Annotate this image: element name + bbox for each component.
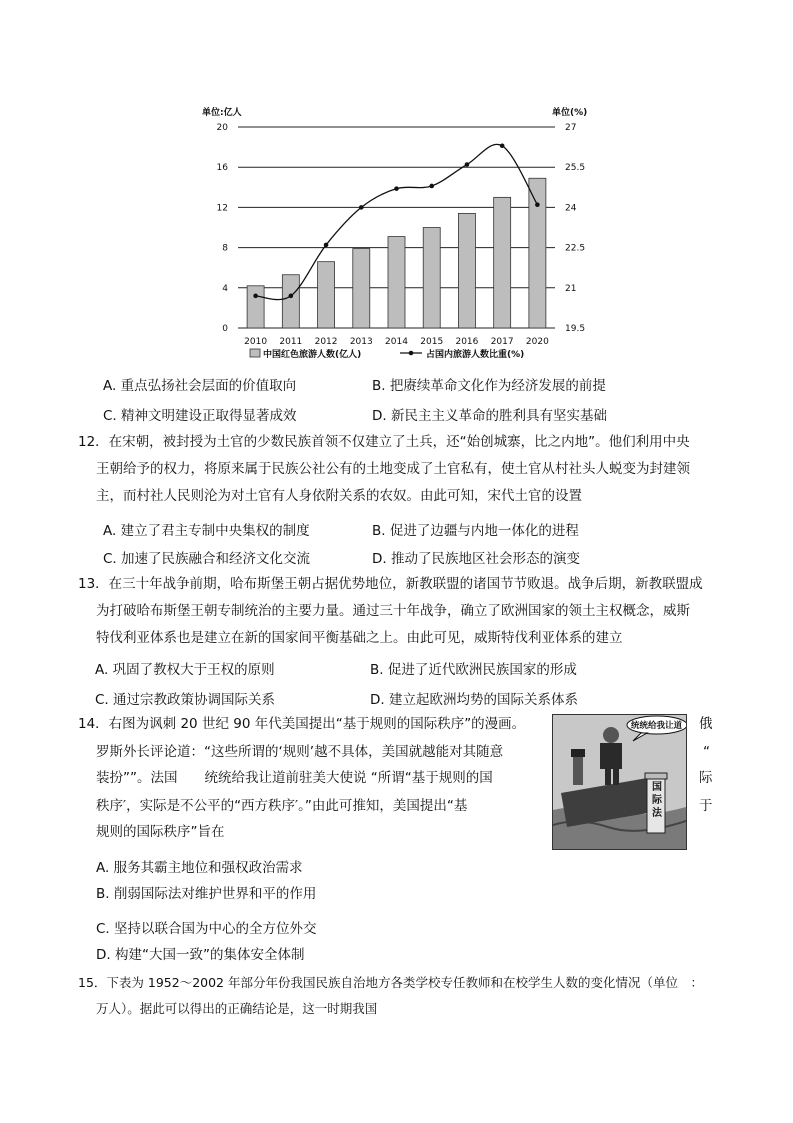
left-tick-label: 0 [222, 324, 228, 334]
bar [282, 275, 299, 328]
satire-cartoon [552, 714, 687, 850]
left-tick-label: 16 [216, 163, 228, 174]
q15-line-1: 15．下表为 1952～2002 年部分年份我国民族自治地方各类学校专任教师和在校学生人数的变化情况（单位 ： [78, 975, 703, 990]
x-tick-label: 2010 [244, 337, 268, 347]
right-tick-label: 24 [565, 203, 577, 214]
q15-line-2: 万人）。据此可以得出的正确结论是，这一时期我国 [96, 1001, 378, 1016]
q12-option-a[interactable]: A. 建立了君主专制中央集权的制度 [103, 523, 310, 539]
q13-option-b[interactable]: B. 促进了近代欧洲民族国家的形成 [370, 662, 577, 678]
q14-line-1: 14．右图为讽刺 20 世纪 90 年代美国提出“基于规则的国际秩序”的漫画。 [78, 716, 526, 732]
q13-line-3: 特伐利亚体系也是建立在新的国家间平衡基础之上。由此可见，威斯特伐利亚体系的建立 [96, 630, 623, 646]
line-point [429, 184, 434, 189]
q11-option-a[interactable]: A. 重点弘扬社会层面的价值取向 [103, 378, 297, 394]
q11-option-b[interactable]: B. 把赓续革命文化作为经济发展的前提 [372, 378, 606, 394]
right-tick-label: 25.5 [565, 163, 586, 174]
right-axis-label: 单位(%) [552, 108, 588, 118]
legend-line-marker [409, 351, 414, 356]
q13-line-1: 13．在三十年战争前期，哈布斯堡王朝占据优势地位，新教联盟的诸国节节败退。战争后期，新教联盟成 [78, 576, 703, 592]
x-tick-label: 2020 [525, 337, 549, 347]
cartoon-bubble-text: 统统给我让道 [631, 721, 683, 731]
bar [353, 249, 370, 328]
left-tick-label: 20 [216, 123, 228, 133]
line-point [465, 162, 470, 167]
q11-option-d[interactable]: D. 新民主主义革命的胜利具有坚实基础 [372, 408, 607, 424]
q13-option-a[interactable]: A. 巩固了教权大于王权的原则 [95, 662, 275, 678]
red-tourism-chart [200, 95, 600, 365]
cartoon-drawing [553, 715, 686, 849]
line-point [394, 186, 399, 191]
bar [529, 178, 546, 328]
left-tick-label: 12 [216, 203, 228, 214]
q14-line-2: 罗斯外长评论道：“这些所谓的‘规则’越不具体，美国就越能对其随意 [96, 744, 504, 760]
q14-line-3-right: 际 [699, 770, 713, 786]
q12-line-2: 王朝给予的权力，将原来属于民族公社公有的土地变成了土官私有，使土官从村社头人蜕变为封建领 [96, 461, 690, 477]
bar [247, 286, 264, 328]
cartoon-pillar-text: 国际法 [652, 782, 662, 819]
q14-line-5: 规则的国际秩序”旨在 [96, 824, 225, 840]
bar [423, 228, 440, 329]
bar [318, 262, 335, 328]
bar [494, 197, 511, 328]
q14-line-1-right: 俄 [699, 716, 713, 732]
left-axis-label: 单位:亿人 [202, 108, 242, 118]
q13-line-2: 为打破哈布斯堡王朝专制统治的主要力量。通过三十年战争，确立了欧洲国家的领土主权概念，威斯 [96, 603, 690, 619]
bar [458, 213, 475, 328]
left-tick-label: 4 [222, 283, 228, 294]
bar [388, 237, 405, 328]
q14-line-3: 装扮””。法国 统统给我让道前驻美大使说 “所谓“基于规则的国 [96, 770, 493, 786]
q14-line-4-right: 于 [699, 798, 713, 814]
right-tick-label: 21 [565, 283, 577, 294]
q14-option-a[interactable]: A. 服务其霸主地位和强权政治需求 [96, 860, 303, 876]
q14-option-b[interactable]: B. 削弱国际法对维护世界和平的作用 [96, 886, 317, 902]
legend-line-label: 占国内旅游人数比重(%) [426, 350, 525, 360]
q11-option-c[interactable]: C. 精神文明建设正取得显著成效 [103, 408, 297, 424]
left-tick-label: 8 [222, 243, 228, 254]
q14-line-2-right: “ [703, 744, 710, 760]
q12-line-1: 12．在宋朝，被封授为土官的少数民族首领不仅建立了土兵，还“始创城寨，比之内地”。他们利用中央 [78, 434, 690, 450]
q12-option-b[interactable]: B. 促进了边疆与内地一体化的进程 [372, 523, 579, 539]
q12-stem [78, 429, 718, 510]
q14-option-c[interactable]: C. 坚持以联合国为中心的全方位外交 [96, 921, 317, 937]
line-point [535, 202, 540, 207]
legend-bar-swatch [250, 349, 260, 357]
x-tick-label: 2015 [420, 337, 444, 347]
q12-option-c[interactable]: C. 加速了民族融合和经济文化交流 [103, 551, 311, 567]
x-tick-label: 2013 [349, 337, 373, 347]
x-tick-label: 2017 [490, 337, 514, 347]
line-point [324, 243, 329, 248]
line-point [500, 143, 505, 148]
q12-option-d[interactable]: D. 推动了民族地区社会形态的演变 [372, 551, 580, 567]
q14-option-d[interactable]: D. 构建“大国一致”的集体安全体制 [96, 947, 305, 963]
line-point [289, 294, 294, 299]
right-tick-label: 19.5 [565, 324, 586, 334]
line-point [359, 205, 364, 210]
right-tick-label: 27 [565, 123, 577, 133]
q13-stem [78, 571, 718, 652]
line-point [253, 294, 258, 299]
right-tick-label: 22.5 [565, 243, 586, 254]
x-tick-label: 2014 [385, 337, 408, 347]
q13-option-c[interactable]: C. 通过宗教政策协调国际关系 [95, 692, 276, 708]
q13-option-d[interactable]: D. 建立起欧洲均势的国际关系体系 [370, 692, 578, 708]
legend-bar-label: 中国红色旅游人数(亿人) [263, 350, 362, 360]
q14-line-4: 秩序′，实际是不公平的“西方秩序′。”由此可推知，美国提出“基 [96, 798, 468, 814]
x-tick-label: 2016 [455, 337, 479, 347]
x-tick-label: 2011 [279, 337, 303, 347]
q12-line-3: 主，而村社人民则沦为对土官有人身依附关系的农奴。由此可知，宋代土官的设置 [96, 488, 582, 504]
x-tick-label: 2012 [314, 337, 338, 347]
